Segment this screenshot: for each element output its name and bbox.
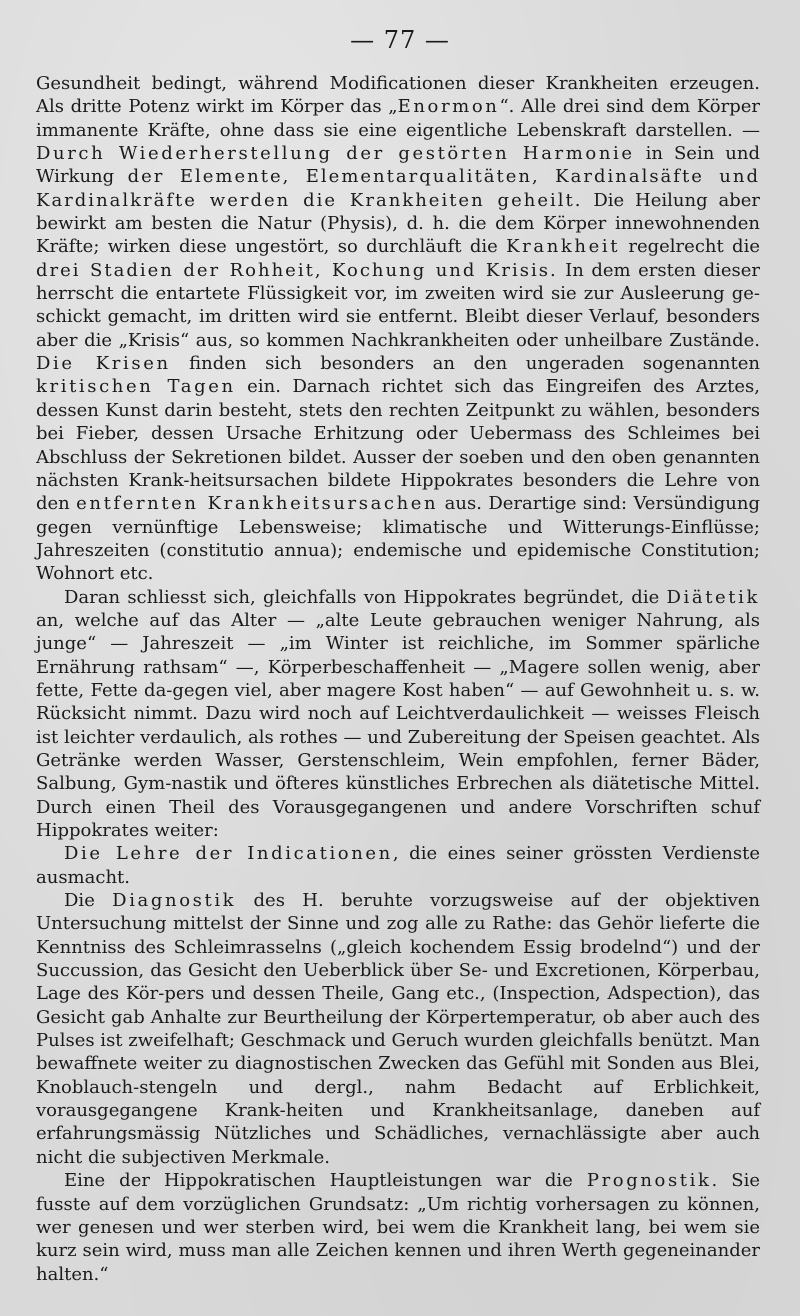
- body-text: [36, 72, 760, 1286]
- spaced-term: drei Stadien der Rohheit, Kochung und Krisis.: [36, 259, 558, 281]
- spaced-term: Die Krisen: [36, 353, 171, 375]
- spaced-term: Krankheit: [506, 236, 621, 258]
- text-run: Die Heilung aber bewirkt am besten die Natur (Physis), d. h. die dem Körper innewohnenden Kräfte; wirken diese ungestört, so durchläuft die: [36, 189, 760, 258]
- text-run: In dem ersten dieser herrscht die entartete Flüssigkeit vor, im zweiten wird sie zur Ausleerung ge-schickt gemacht, im dritten wird sie entfernt. Bleibt dieser Verlauf, besonders aber die „Krisis“ aus, so kommen Nachkrankheiten oder unheilbare Zustände.: [36, 259, 761, 351]
- spaced-term: Enormon: [397, 96, 500, 118]
- spaced-term: Die Lehre der Indicationen: [64, 843, 393, 865]
- text-run: Die: [64, 890, 113, 912]
- spaced-term: der Elemente, Elementarqualitäten, Kardinalsäfte und Kardinalkräfte werden die Krankheiten geheilt.: [36, 166, 760, 211]
- text-run: Eine der Hippokratischen Hauptleistungen war die: [64, 1170, 587, 1192]
- spaced-term: Diagnostik: [112, 890, 237, 912]
- spaced-term: Diätetik: [666, 586, 760, 608]
- text-run: in Sein und Wirkung: [36, 143, 760, 188]
- page-number: — 77 —: [350, 26, 450, 54]
- text-run: finden sich besonders an den ungeraden sogenannten: [170, 353, 760, 375]
- text-run: Gesundheit bedingt, während Modificationen dieser Krankheiten erzeugen. Als dritte Potenz wirkt im Körper das „: [36, 73, 760, 118]
- paragraph-4: [36, 889, 760, 1169]
- spaced-term: entfernten Krankheitsursachen: [76, 493, 439, 515]
- text-run: regelrecht die: [620, 236, 760, 258]
- paragraph-5: [36, 1169, 760, 1286]
- text-run: an, welche auf das Alter — „alte Leute gebrauchen weniger Nahrung, als junge“ — Jahreszeit — „im Winter ist reichliche, im Sommer spärliche Ernährung rathsam“ —, Körperbeschaffenheit — „Magere sollen wenig, aber fette, Fette da-gegen viel, aber magere Kost haben“ — auf Gewohnheit u. s. w. Rücksicht nimmt. Dazu wird noch auf Leichtverdaulichkeit — weisses Fleisch ist leichter verdaulich, als rothes — und Zubereitung der Speisen geachtet. Als Getränke werden Wasser, Gerstenschleim, Wein empfohlen, ferner Bäder, Salbung, Gym-nastik und öfteres künstliches Erbrechen als diätetische Mittel. Durch einen Theil des Vorausgegangenen und andere Vorschriften schuf Hippokrates weiter:: [36, 609, 760, 841]
- spaced-term: Prognostik: [586, 1170, 712, 1192]
- text-run: , die eines seiner grössten Verdienste ausmacht.: [36, 843, 760, 888]
- paragraph-1: [36, 72, 760, 586]
- text-run: ein. Darnach richtet sich das Eingreifen des Arztes, dessen Kunst darin besteht, stets den rechten Zeitpunkt zu wählen, besonders bei Fieber, dessen Ursache Erhitzung oder Uebermass des Schleimes bei Abschluss der Sekretionen bildet. Ausser der soeben und den oben genannten nächsten Krank-heitsursachen bildete Hippokrates besonders die Lehre von den: [36, 376, 760, 515]
- spaced-term: Durch Wiederherstellung der gestörten Harmonie: [36, 143, 635, 165]
- text-run: “. Alle drei sind dem Körper immanente Kräfte, ohne dass sie eine eigentliche Lebenskraft darstellen. —: [36, 96, 760, 141]
- text-run: aus. Derartige sind: Versündigung gegen vernünftige Lebensweise; klimatische und Witterungs-Einflüsse; Jahreszeiten (constitutio annua); endemische und epidemische Constitution; Wohnort etc.: [36, 493, 760, 585]
- paragraph-3: [36, 842, 760, 889]
- text-run: des H. beruhte vorzugsweise auf der objektiven Untersuchung mittelst der Sinne und zog alle zu Rathe: das Gehör lieferte die Kenntniss des Schleimrasselns („gleich kochendem Essig brodelnd“) und der Succussion, das Gesicht den Ueberblick über Se- und Excretionen, Körperbau, Lage des Kör-pers und dessen Theile, Gang etc., (Inspection, Adspection), das Gesicht gab Anhalte zur Beurtheilung der Körpertemperatur, ob aber auch des Pulses ist zweifelhaft; Geschmack und Geruch wurden gleichfalls benützt. Man bewaffnete weiter zu diagnostischen Zwecken das Gefühl mit Sonden aus Blei, Knoblauch-stengeln und dergl., nahm Bedacht auf Erblichkeit, vorausgegangene Krank-heiten und Krankheitsanlage, daneben auf erfahrungsmässig Nützliches und Schädliches, vernachlässigte aber auch nicht die subjectiven Merkmale.: [36, 890, 760, 1168]
- paragraph-2: [36, 586, 760, 843]
- text-run: . Sie fusste auf dem vorzüglichen Grundsatz: „Um richtig vorhersagen zu können, wer genesen und wer sterben wird, bei wem die Krankheit lang, bei wem sie kurz sein wird, muss man alle Zeichen kennen und ihren Werth gegeneinander halten.“: [36, 1170, 760, 1285]
- spaced-term: kritischen Tagen: [36, 376, 236, 398]
- text-run: Daran schliesst sich, gleichfalls von Hippokrates begründet, die: [64, 586, 667, 608]
